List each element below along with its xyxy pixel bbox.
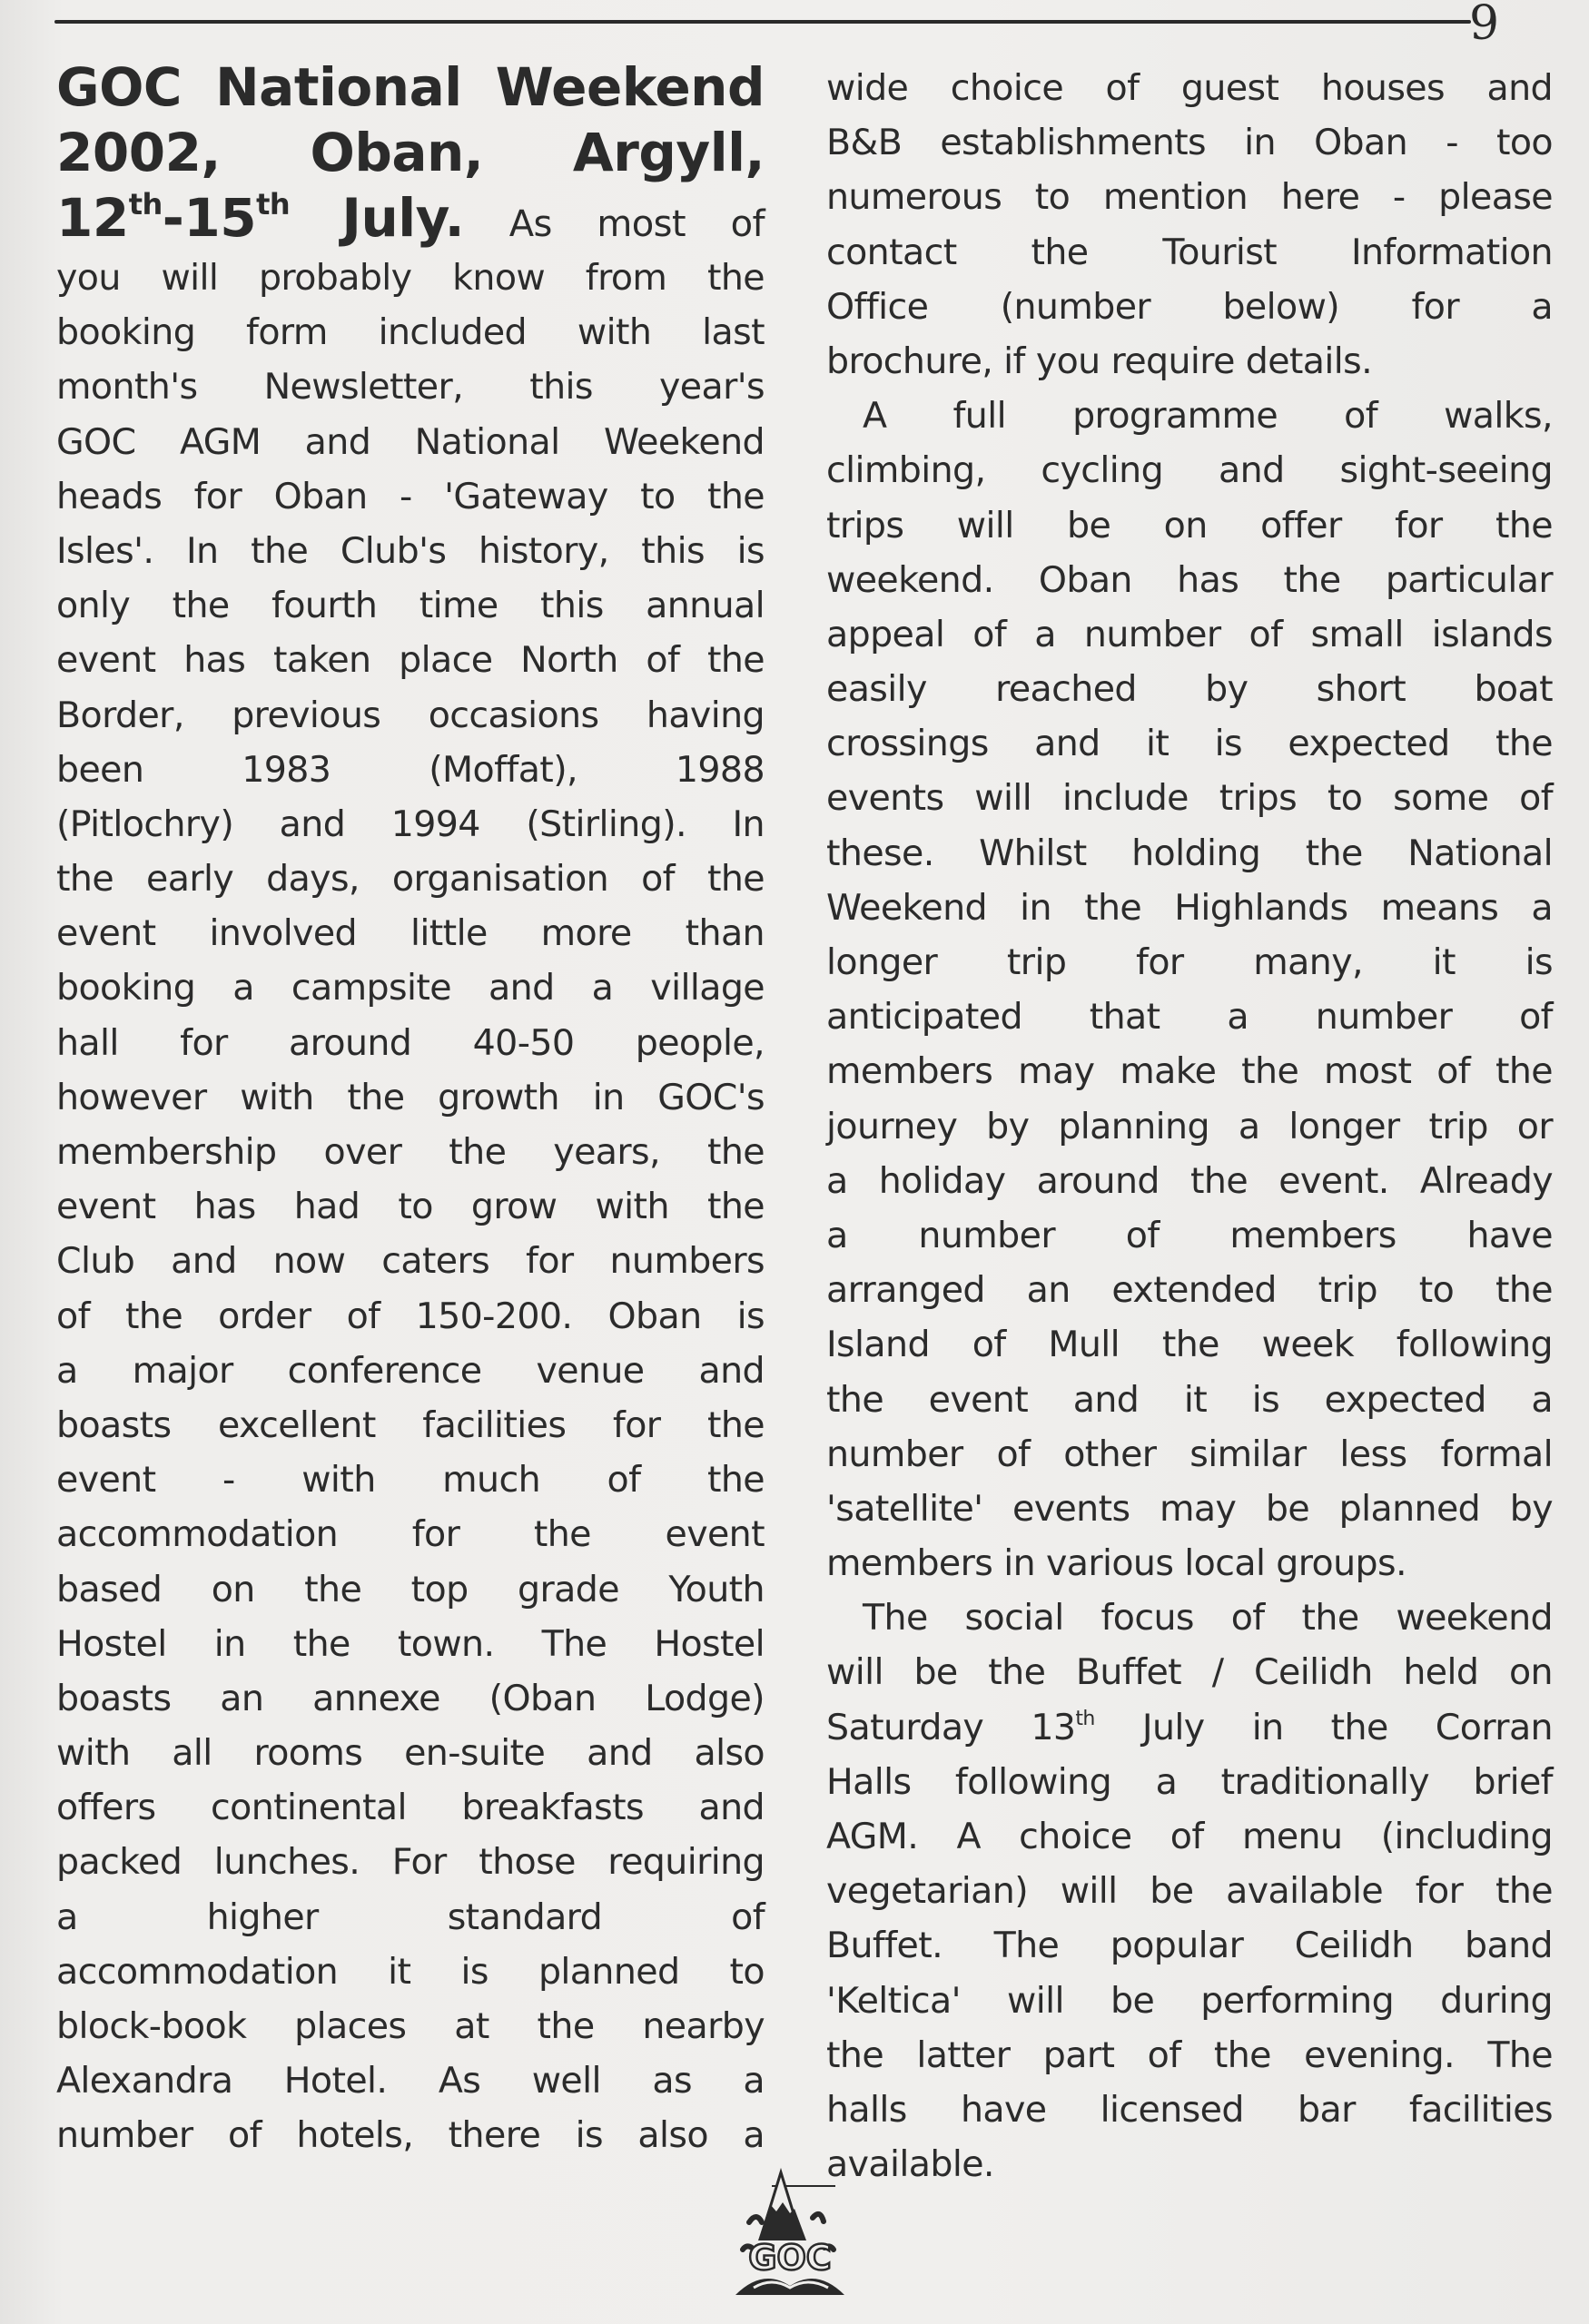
text-line: easily reached by short boat <box>826 668 1553 711</box>
right-column <box>826 61 1553 2191</box>
text-line: members in various local groups. <box>826 1542 1406 1585</box>
text-line: members may make the most of the <box>826 1050 1553 1093</box>
text-line: packed lunches. For those requiring <box>56 1841 765 1884</box>
text-line: crossings and it is expected the <box>826 723 1553 765</box>
text-line: AGM. A choice of menu (including <box>826 1816 1553 1857</box>
header-rule <box>54 20 1471 24</box>
paragraph-accommodation <box>826 61 1553 389</box>
text-line: available. <box>826 2143 994 2186</box>
text-line: boasts excellent facilities for the <box>56 1403 765 1446</box>
page-number: 9 <box>1469 0 1500 51</box>
text-line: (Pitlochry) and 1994 (Stirling). In <box>56 803 765 845</box>
article-title-line-3 <box>56 185 765 251</box>
text-line: month's Newsletter, this year's <box>56 366 765 409</box>
text-line <box>826 1700 1553 1755</box>
title-date-end: -15 <box>162 187 257 249</box>
article-title-line-1: GOC National Weekend <box>56 56 765 118</box>
goc-logo-icon <box>726 2168 854 2304</box>
text-line: Club and now caters for numbers <box>56 1240 765 1283</box>
text-line: arranged an extended trip to the <box>826 1269 1553 1312</box>
text-line: accommodation for the event <box>56 1513 765 1556</box>
text-line: weekend. Oban has the particular <box>826 558 1553 601</box>
text-line: number of hotels, there is also a <box>56 2114 765 2157</box>
text-line: longer trip for many, it is <box>826 941 1553 983</box>
text-line: event involved little more than <box>56 912 765 955</box>
logo-text: GOC <box>748 2238 832 2278</box>
text-line: Isles'. In the Club's history, this is <box>56 529 765 572</box>
text-line: a holiday around the event. Already <box>826 1159 1553 1202</box>
text-line: halls have licensed bar facilities <box>826 2088 1553 2131</box>
text-line: Border, previous occasions having <box>56 694 765 736</box>
text-line: based on the top grade Youth <box>56 1568 765 1610</box>
text-line: B&B establishments in Oban - too <box>826 122 1553 164</box>
text-line: will be the Buffet / Ceilidh held on <box>826 1651 1553 1694</box>
text-line: vegetarian) will be available for the <box>826 1870 1553 1913</box>
text-line: climbing, cycling and sight-seeing <box>826 449 1553 492</box>
title-month: July. <box>290 187 465 249</box>
text-line: 'Keltica' will be performing during <box>826 1979 1553 2022</box>
text-line: boasts an annexe (Oban Lodge) <box>56 1677 765 1719</box>
paragraph-social <box>826 1590 1553 2191</box>
paragraph-social-rest <box>826 1755 1553 2192</box>
text-line: only the fourth time this annual <box>56 585 765 627</box>
text-line: The social focus of the weekend <box>863 1597 1553 1640</box>
text-line: been 1983 (Moffat), 1988 <box>56 748 765 791</box>
text-line: you will probably know from the <box>56 257 765 299</box>
text-line: brochure, if you require details. <box>826 340 1373 382</box>
text-line: anticipated that a number of <box>826 996 1553 1039</box>
text-line: Buffet. The popular Ceilidh band <box>826 1925 1553 1967</box>
text-line: the early days, organisation of the <box>56 858 765 901</box>
text-line: Weekend in the Highlands means a <box>826 886 1553 929</box>
text-fragment: July in the Corran <box>1094 1706 1553 1748</box>
text-line: Island of Mull the week following <box>826 1324 1553 1366</box>
article-lead-in: As most of <box>464 203 765 245</box>
text-line: event has had to grow with the <box>56 1186 765 1228</box>
text-line: Alexandra Hotel. As well as a <box>56 2060 765 2102</box>
text-line: Halls following a traditionally brief <box>826 1760 1553 1803</box>
title-date-start: 12 <box>56 187 129 249</box>
text-line: a higher standard of <box>56 1896 765 1938</box>
text-line: numerous to mention here - please <box>826 176 1553 219</box>
title-sup: th <box>256 187 291 222</box>
text-line: number of other similar less formal <box>826 1433 1553 1475</box>
text-line: 'satellite' events may be planned by <box>826 1487 1553 1530</box>
text-line: events will include trips to some of <box>826 777 1553 820</box>
text-line: trips will be on offer for the <box>826 504 1553 547</box>
text-line: journey by planning a longer trip or <box>826 1105 1553 1147</box>
text-line: membership over the years, the <box>56 1131 765 1173</box>
article-title-line-2: 2002, Oban, Argyll, <box>56 122 765 183</box>
text-line: a number of members have <box>826 1214 1553 1256</box>
paragraph-programme <box>826 389 1553 1590</box>
text-line: of the order of 150-200. Oban is <box>56 1295 765 1337</box>
text-line: however with the growth in GOC's <box>56 1076 765 1118</box>
text-line: with all rooms en-suite and also <box>56 1732 765 1775</box>
left-column <box>56 54 765 2163</box>
text-line: GOC AGM and National Weekend <box>56 420 765 463</box>
text-line: hall for around 40-50 people, <box>56 1021 765 1064</box>
text-line: these. Whilst holding the National <box>826 832 1553 874</box>
text-fragment: Saturday 13 <box>826 1706 1076 1748</box>
text-line: offers continental breakfasts and <box>56 1787 765 1829</box>
text-line: the latter part of the evening. The <box>826 2034 1553 2076</box>
text-line: block-book places at the nearby <box>56 2005 765 2047</box>
text-line: event has taken place North of the <box>56 639 765 682</box>
text-line: a major conference venue and <box>56 1349 765 1392</box>
text-line: Office (number below) for a <box>826 285 1553 328</box>
text-line: accommodation it is planned to <box>56 1950 765 1993</box>
text-line: Hostel in the town. The Hostel <box>56 1622 765 1665</box>
text-line: A full programme of walks, <box>863 395 1553 438</box>
text-line: wide choice of guest houses and <box>826 67 1553 109</box>
date-sup: th <box>1075 1707 1095 1730</box>
logo-mountain <box>758 2202 806 2240</box>
text-line: the event and it is expected a <box>826 1378 1553 1421</box>
text-line: booking form included with last <box>56 311 765 354</box>
text-line: contact the Tourist Information <box>826 231 1553 273</box>
title-sup: th <box>128 187 163 222</box>
text-line: booking a campsite and a village <box>56 967 765 1009</box>
text-line: event - with much of the <box>56 1459 765 1502</box>
text-line: appeal of a number of small islands <box>826 613 1553 655</box>
text-line: heads for Oban - 'Gateway to the <box>56 475 765 517</box>
